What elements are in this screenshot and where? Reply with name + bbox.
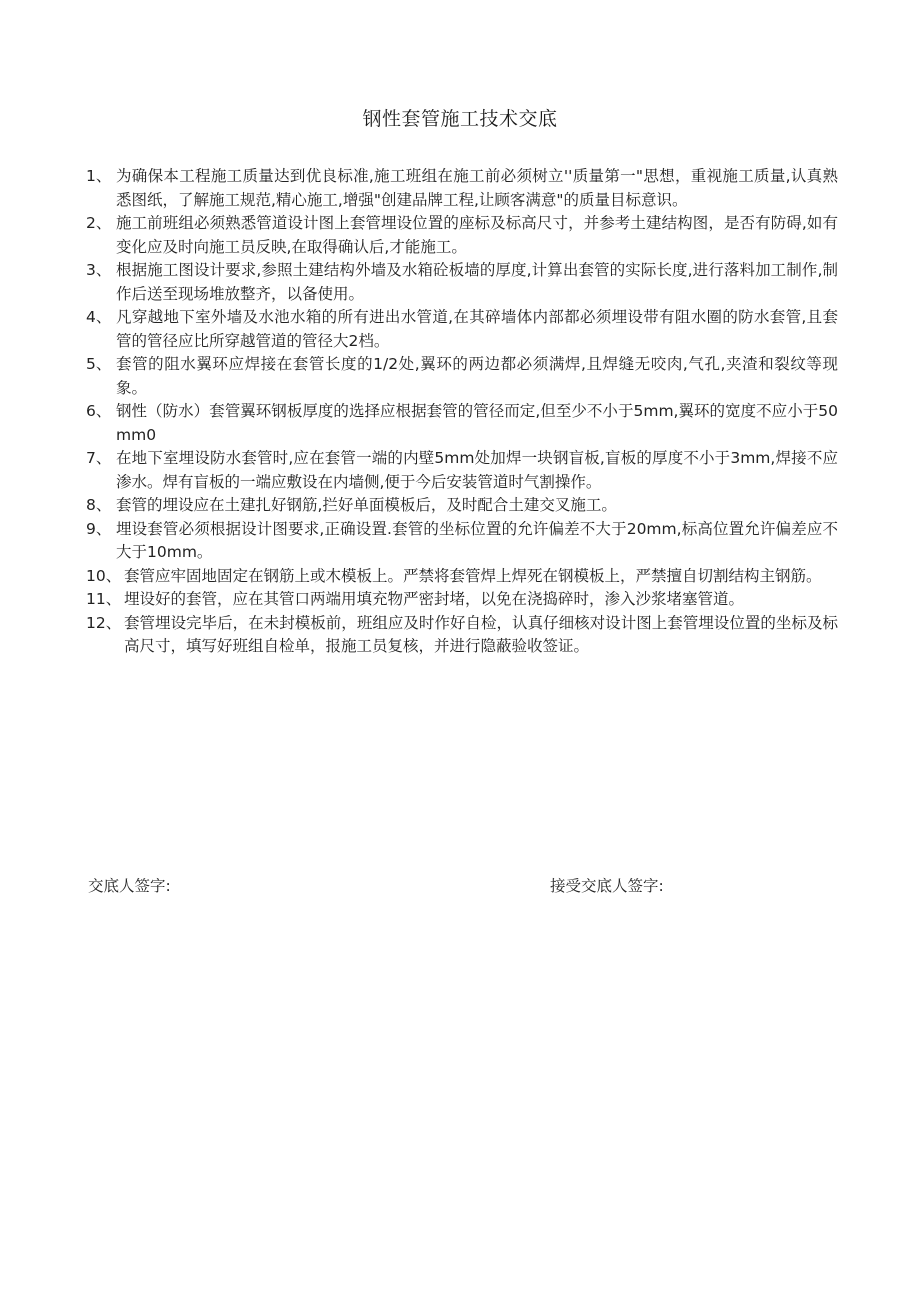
clause-item (86, 565, 838, 589)
clause-text: 根据施工图设计要求,参照土建结构外墙及水箱砼板墙的厚度,计算出套管的实际长度,进行落料加工制作,制作后送至现场堆放整齐，以备使用。 (116, 261, 838, 303)
clause-text: 套管的埋设应在土建扎好钢筋,拦好单面模板后，及时配合土建交叉施工。 (116, 496, 617, 514)
clause-text: 埋设好的套管，应在其管口两端用填充物严密封堵，以免在浇捣碎时，渗入沙浆堵塞管道。 (124, 590, 745, 608)
clause-text: 凡穿越地下室外墙及水池水箱的所有进出水管道,在其碎墙体内部都必须埋设带有阻水圈的防水套管,且套管的管径应比所穿越管道的管径大2档。 (116, 308, 838, 350)
clause-item (86, 165, 838, 212)
clause-item (86, 494, 838, 518)
clause-text: 为确保本工程施工质量达到优良标准,施工班组在施工前必须树立''质量第一"思想，重视施工质量,认真熟悉图纸，了解施工规范,精心施工,增强"创建品牌工程,让顾客满意"的质量目标意识。 (116, 167, 838, 209)
clause-number: 5、 (86, 355, 112, 373)
clause-item (86, 306, 838, 353)
clause-number: 6、 (86, 402, 112, 420)
clause-number: 7、 (86, 449, 112, 467)
clause-item (86, 212, 838, 259)
clause-text: 埋设套管必须根据设计图要求,正确设置.套管的坐标位置的允许偏差不大于20mm,标高位置允许偏差应不大于10mm。 (116, 519, 838, 561)
clause-number: 2、 (86, 214, 112, 232)
receiver-signature-label: 接受交底人签字: (550, 877, 664, 895)
clause-number: 4、 (86, 308, 112, 326)
clause-text: 套管应牢固地固定在钢筋上或木模板上。严禁将套管焊上焊死在钢模板上，严禁擅自切割结构主钢筋。 (124, 566, 822, 585)
clause-text: 套管的阻水翼环应焊接在套管长度的1/2处,翼环的两边都必须满焊,且焊缝无咬肉,气孔,夹渣和裂纹等现象。 (116, 355, 838, 397)
clause-text: 钢性（防水）套管翼环钢板厚度的选择应根据套管的管径而定,但至少不小于5mm,翼环的宽度不应小于50mm0 (116, 402, 838, 444)
clause-number: 11、 (86, 590, 122, 608)
clause-item (86, 353, 838, 400)
clause-number: 1、 (86, 167, 112, 185)
clause-item (86, 588, 838, 612)
clause-item (86, 612, 838, 659)
page-title: 钢性套管施工技术交底 (362, 108, 558, 130)
clause-number: 12、 (86, 613, 122, 632)
clause-text: 在地下室埋设防水套管时,应在套管一端的内壁5mm处加焊一块钢盲板,盲板的厚度不小于3mm,焊接不应渗水。焊有盲板的一端应敷设在内墙侧,便于今后安装管道时气割操作。 (116, 449, 838, 491)
clause-item (86, 400, 838, 447)
clause-number: 9、 (86, 519, 112, 538)
clause-text: 套管埋设完毕后，在未封模板前，班组应及时作好自检，认真仔细核对设计图上套管埋设位置的坐标及标高尺寸，填写好班组自检单，报施工员复核，并进行隐蔽验收签证。 (124, 613, 838, 655)
clause-number: 8、 (86, 496, 112, 514)
clause-item (86, 259, 838, 306)
clause-text: 施工前班组必须熟悉管道设计图上套管埋设位置的座标及标高尺寸，并参考土建结构图，是否有防碍,如有变化应及时向施工员反映,在取得确认后,才能施工。 (116, 214, 838, 256)
clause-list (86, 165, 838, 659)
clause-item (86, 447, 838, 494)
clause-item (86, 518, 838, 565)
discloser-signature-label: 交底人签字: (88, 877, 171, 895)
clause-number: 10、 (86, 566, 122, 585)
clause-number: 3、 (86, 261, 112, 279)
